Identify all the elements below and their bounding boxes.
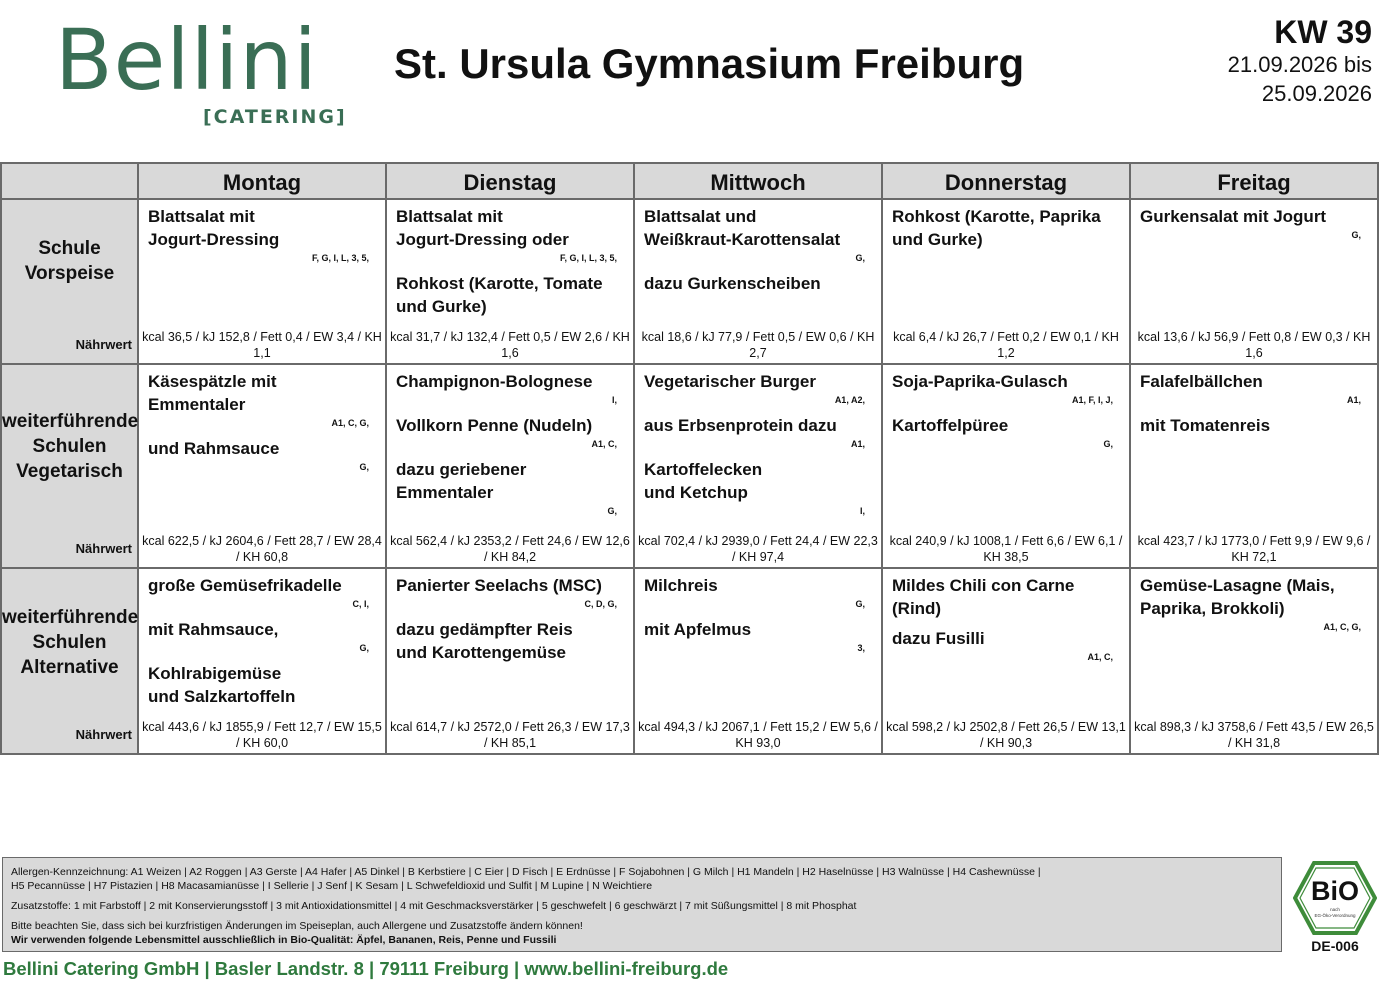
menu-cell: [386, 364, 634, 568]
naehrwert-label: Nährwert: [75, 541, 132, 556]
dish-line: mit Apfelmus: [644, 620, 752, 639]
dish-line: Falafelbällchen: [1140, 372, 1263, 391]
dish-line: Champignon-Bolognese: [396, 372, 593, 391]
allergen-codes: [396, 319, 624, 323]
menu-cell: [634, 364, 882, 568]
day-header: Freitag: [1130, 163, 1378, 199]
allergen-codes: F, G, I, L, 3, 5,: [559, 253, 617, 263]
dish-line: und Salzkartoffeln: [148, 687, 296, 706]
nutrition-values: kcal 702,4 / kJ 2939,0 / Fett 24,4 / EW 22,3 / KH 97,4: [638, 534, 878, 564]
dish-line: dazu Fusilli: [892, 629, 985, 648]
allergen-codes: F, G, I, L, 3, 5,: [311, 253, 369, 263]
bio-small-1: nach: [1330, 907, 1340, 912]
menu-cell: [882, 568, 1130, 754]
dish-line: Paprika, Brokkoli): [1140, 599, 1285, 618]
page-title: St. Ursula Gymnasium Freiburg: [394, 40, 1025, 87]
company-footer: Bellini Catering GmbH | Basler Landstr. 8 | 79111 Freiburg | www.bellini-freiburg.de: [3, 958, 729, 979]
nutrition-values: kcal 494,3 / kJ 2067,1 / Fett 15,2 / EW 5,6 / KH 93,0: [638, 720, 878, 750]
menu-table: [0, 162, 1379, 755]
allergen-codes: G,: [607, 506, 617, 516]
dish-line: Blattsalat und: [644, 207, 757, 226]
week-info: [1228, 14, 1372, 108]
allergen-codes: I,: [859, 506, 865, 516]
menu-cell: [138, 364, 386, 568]
nutrition-values: kcal 6,4 / kJ 26,7 / Fett 0,2 / EW 0,1 / KH 1,2: [893, 330, 1119, 360]
allergen-codes: A1, C,: [591, 439, 617, 449]
dish-line: Gurkensalat mit Jogurt: [1140, 207, 1327, 226]
day-header-row: [1, 163, 1378, 199]
legend-additives: Zusatzstoffe: 1 mit Farbstoff | 2 mit Konservierungsstoff | 3 mit Antioxidationsmittel | 4 mit Geschmacksverstärker | 5 geschwefelt | 6 geschwärzt | 7 mit Süßungsmittel | 8 mit Phosphat: [11, 900, 857, 912]
menu-cell: [1130, 568, 1378, 754]
dish-line: Vegetarischer Burger: [644, 372, 816, 391]
dish-line: Panierter Seelachs (MSC): [396, 576, 602, 595]
day-header: Dienstag: [386, 163, 634, 199]
menu-cell: [1130, 364, 1378, 568]
dish-line: Weißkraut-Karottensalat: [644, 230, 841, 249]
date-from: 21.09.2026 bis: [1227, 52, 1372, 77]
menu-cell: [634, 199, 882, 364]
nutrition-values: kcal 36,5 / kJ 152,8 / Fett 0,4 / EW 3,4 / KH 1,1: [142, 330, 382, 360]
menu-cell: [882, 199, 1130, 364]
dish-line: Emmentaler: [396, 483, 494, 502]
allergen-codes: C, D, G,: [584, 599, 617, 609]
day-header: Donnerstag: [882, 163, 1130, 199]
date-to: 25.09.2026: [1261, 81, 1372, 106]
dish-line: Mildes Chili con Carne: [892, 576, 1075, 595]
allergen-codes: 3,: [857, 643, 865, 653]
day-header: Mittwoch: [634, 163, 882, 199]
allergen-codes: [148, 709, 376, 713]
menu-cell: [138, 199, 386, 364]
bio-hexagon-icon: [1293, 860, 1377, 936]
nutrition-values: kcal 423,7 / kJ 1773,0 / Fett 9,9 / EW 9,6 / KH 72,1: [1137, 534, 1371, 564]
dish-line: Soja-Paprika-Gulasch: [892, 372, 1068, 391]
allergen-codes: C, I,: [352, 599, 369, 609]
allergen-codes: [396, 665, 624, 669]
nutrition-values: kcal 31,7 / kJ 132,4 / Fett 0,5 / EW 2,6 / KH 1,6: [390, 330, 630, 360]
menu-row: [1, 568, 1378, 754]
dish-line: Blattsalat mit: [148, 207, 255, 226]
dish-line: dazu geriebener: [396, 460, 527, 479]
bio-seal: [1293, 860, 1377, 960]
row-label: weiterführende Schulen Alternative: [2, 607, 139, 678]
dish-line: und Gurke): [396, 297, 487, 316]
dish-line: Kartoffelpüree: [892, 416, 1009, 435]
allergen-codes: [1140, 438, 1368, 442]
legend-allergens-1: Allergen-Kennzeichnung: A1 Weizen | A2 Roggen | A3 Gerste | A4 Hafer | A5 Dinkel | B Kerbstiere | C Eier | D Fisch | E Erdnüsse | F Sojabohnen | G Milch | H1 Mandeln | H2 Haselnüsse | H3 Walnüsse | H4 Cashewnüsse |: [11, 866, 1041, 878]
dish-line: dazu gedämpfter Reis: [396, 620, 573, 639]
menu-cell: [1130, 199, 1378, 364]
nutrition-values: kcal 598,2 / kJ 2502,8 / Fett 26,5 / EW 13,1 / KH 90,3: [886, 720, 1126, 750]
dish-line: aus Erbsenprotein dazu: [644, 416, 837, 435]
day-header: Montag: [138, 163, 386, 199]
dish-line: Käsespätzle mit Emmentaler: [148, 372, 277, 414]
dish-line: Jogurt-Dressing oder: [396, 230, 569, 249]
dish-line: Gemüse-Lasagne (Mais,: [1140, 576, 1335, 595]
nutrition-values: kcal 898,3 / kJ 3758,6 / Fett 43,5 / EW 26,5 / KH 31,8: [1134, 720, 1374, 750]
allergen-codes: G,: [855, 599, 865, 609]
dish-line: Rohkost (Karotte, Tomate: [396, 274, 603, 293]
nutrition-values: kcal 562,4 / kJ 2353,2 / Fett 24,6 / EW 12,6 / KH 84,2: [390, 534, 630, 564]
nutrition-values: kcal 622,5 / kJ 2604,6 / Fett 28,7 / EW 28,4 / KH 60,8: [142, 534, 382, 564]
allergen-codes: A1, A2,: [834, 395, 865, 405]
dish-line: und Karottengemüse: [396, 643, 567, 662]
allergen-codes: A1, F, I, J,: [1071, 395, 1113, 405]
dish-line: und Gurke): [892, 230, 983, 249]
allergen-legend: [2, 857, 1282, 952]
allergen-codes: [644, 296, 872, 300]
naehrwert-label: Nährwert: [75, 727, 132, 742]
nutrition-values: kcal 13,6 / kJ 56,9 / Fett 0,8 / EW 0,3 / KH 1,6: [1137, 330, 1371, 360]
menu-cell: [138, 568, 386, 754]
dish-line: und Rahmsauce: [148, 439, 280, 458]
logo-wordmark: [55, 11, 318, 109]
allergen-codes: A1, C, G,: [1323, 622, 1361, 632]
logo-subtitle: [CATERING]: [203, 106, 347, 128]
row-header: [1, 199, 138, 364]
allergen-codes: [892, 621, 1120, 625]
menu-cell: [386, 199, 634, 364]
row-label: weiterführende Schulen Vegetarisch: [2, 411, 139, 482]
row-header: [1, 568, 138, 754]
allergen-codes: I,: [611, 395, 617, 405]
menu-cell: [386, 568, 634, 754]
legend-allergens-2: H5 Pecannüsse | H7 Pistazien | H8 Macasamianüsse | I Sellerie | J Senf | K Sesam | L Schwefeldioxid und Sulfit | M Lupine | N Weichtiere: [11, 880, 653, 892]
dish-line: Rohkost (Karotte, Paprika: [892, 207, 1101, 226]
dish-line: dazu Gurkenscheiben: [644, 274, 821, 293]
allergen-codes: A1, C,: [1087, 652, 1113, 662]
dish-line: Blattsalat mit: [396, 207, 503, 226]
row-header: [1, 364, 138, 568]
menu-row: [1, 199, 1378, 364]
allergen-codes: G,: [359, 643, 369, 653]
allergen-codes: A1,: [850, 439, 865, 449]
dish-line: Vollkorn Penne (Nudeln): [396, 416, 593, 435]
allergen-codes: G,: [1103, 439, 1113, 449]
week-label: KW 39: [1274, 14, 1372, 50]
bellini-logo: [55, 11, 347, 129]
allergen-codes: [892, 252, 1120, 256]
logo-name: Bellini: [55, 11, 318, 109]
nutrition-values: kcal 240,9 / kJ 1008,1 / Fett 6,6 / EW 6,1 / KH 38,5: [889, 534, 1123, 564]
allergen-codes: A1, C, G,: [331, 418, 369, 428]
bio-mark: BiO: [1310, 876, 1360, 906]
bio-small-2: EG-Öko-Verordnung: [1314, 913, 1356, 918]
dish-line: mit Tomatenreis: [1140, 416, 1271, 435]
legend-note: Bitte beachten Sie, dass sich bei kurzfristigen Änderungen im Speiseplan, auch Allergene und Zusatzstoffe ändern können!: [11, 920, 583, 932]
dish-line: (Rind): [892, 599, 942, 618]
dish-line: mit Rahmsauce,: [148, 620, 279, 639]
dish-line: Jogurt-Dressing: [148, 230, 280, 249]
dish-line: Kartoffelecken: [644, 460, 763, 479]
dish-line: Kohlrabigemüse: [148, 664, 282, 683]
legend-bio-note: Wir verwenden folgende Lebensmittel ausschließlich in Bio-Qualität: Äpfel, Bananen, Reis, Penne und Fussili: [11, 934, 557, 946]
dish-line: und Ketchup: [644, 483, 748, 502]
nutrition-values: kcal 614,7 / kJ 2572,0 / Fett 26,3 / EW 17,3 / KH 85,1: [390, 720, 630, 750]
bio-code: DE-006: [1311, 938, 1359, 954]
menu-cell: [882, 364, 1130, 568]
naehrwert-label: Nährwert: [75, 337, 132, 352]
menu-row: [1, 364, 1378, 568]
corner-cell: [1, 163, 138, 199]
allergen-codes: A1,: [1346, 395, 1361, 405]
menu-cell: [634, 568, 882, 754]
dish-line: große Gemüsefrikadelle: [148, 576, 342, 595]
allergen-codes: G,: [1351, 230, 1361, 240]
row-label: Schule Vorspeise: [24, 238, 115, 284]
nutrition-values: kcal 18,6 / kJ 77,9 / Fett 0,5 / EW 0,6 / KH 2,7: [641, 330, 875, 360]
allergen-codes: G,: [855, 253, 865, 263]
nutrition-values: kcal 443,6 / kJ 1855,9 / Fett 12,7 / EW 15,5 / KH 60,0: [142, 720, 382, 750]
allergen-codes: G,: [359, 462, 369, 472]
dish-line: Milchreis: [644, 576, 718, 595]
